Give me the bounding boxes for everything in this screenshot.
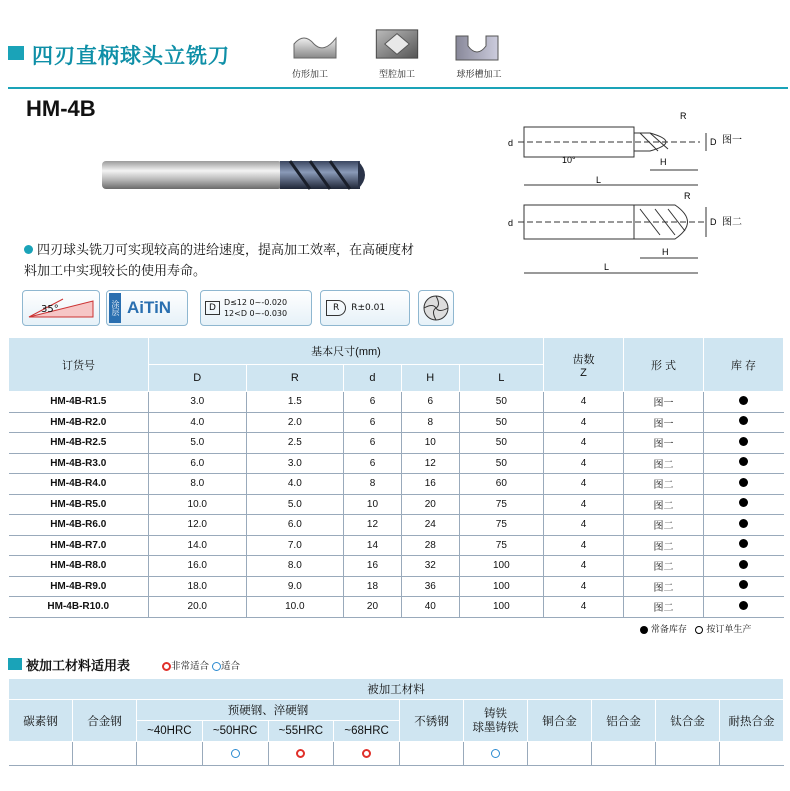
cell-H: 32 xyxy=(401,556,459,577)
in-stock-icon xyxy=(739,457,748,466)
cell-H: 36 xyxy=(401,576,459,597)
rating-cell xyxy=(592,742,656,766)
cell-H: 10 xyxy=(401,433,459,454)
coating-badge xyxy=(106,290,188,326)
profiling-icon xyxy=(290,30,340,62)
rating-cell xyxy=(400,742,464,766)
mat-col-55hrc: ~55HRC xyxy=(268,721,334,742)
cavity-icon xyxy=(372,28,422,60)
materials-header: 被加工材料 xyxy=(9,679,784,700)
operation-profiling xyxy=(290,30,340,66)
cell-code: HM-4B-R2.5 xyxy=(9,433,149,454)
excellent-ring-icon xyxy=(296,749,305,758)
cell-stock xyxy=(704,515,784,536)
spec-table xyxy=(8,337,784,618)
cell-Z: 4 xyxy=(544,453,624,474)
table-row xyxy=(9,412,784,433)
cell-form: 图二 xyxy=(624,556,704,577)
materials-note xyxy=(162,658,240,672)
cell-H: 6 xyxy=(401,392,459,413)
col-teeth-label: 齿数 xyxy=(572,353,595,366)
col-basic-dims: 基本尺寸(mm) xyxy=(149,338,544,365)
materials-table xyxy=(8,678,784,766)
table-row xyxy=(9,515,784,536)
header-divider xyxy=(8,87,788,89)
col-order-code: 订货号 xyxy=(9,338,149,392)
cell-R: 8.0 xyxy=(246,556,344,577)
tolerance-d-line1: D≤12 0~-0.020 xyxy=(223,298,288,307)
table-row xyxy=(9,433,784,454)
cell-form: 图二 xyxy=(624,515,704,536)
good-ring-icon xyxy=(491,749,500,758)
in-stock-icon xyxy=(739,539,748,548)
col-L: L xyxy=(459,365,543,392)
cell-R: 2.5 xyxy=(246,433,344,454)
cell-form: 图二 xyxy=(624,474,704,495)
fig2-L: L xyxy=(604,262,610,272)
cell-code: HM-4B-R7.0 xyxy=(9,535,149,556)
fig1-label: 图一 xyxy=(722,135,742,146)
cell-stock xyxy=(704,433,784,454)
col-d: d xyxy=(344,365,402,392)
mat-col-copper: 铜合金 xyxy=(528,700,592,742)
cell-stock xyxy=(704,597,784,618)
rating-cell xyxy=(9,742,73,766)
stock-bullet-icon xyxy=(640,626,648,634)
cell-R: 10.0 xyxy=(246,597,344,618)
cell-L: 50 xyxy=(459,412,543,433)
rating-cell xyxy=(334,742,400,766)
legend-order: 按订单生产 xyxy=(706,625,752,635)
cell-L: 75 xyxy=(459,535,543,556)
table-row xyxy=(9,556,784,577)
cell-H: 16 xyxy=(401,474,459,495)
col-H: H xyxy=(401,365,459,392)
cell-R: 4.0 xyxy=(246,474,344,495)
flute-end-badge xyxy=(418,290,454,326)
operation-profiling-label: 仿形加工 xyxy=(291,70,328,80)
cell-code: HM-4B-R9.0 xyxy=(9,576,149,597)
table-row xyxy=(9,494,784,515)
cell-D: 10.0 xyxy=(149,494,247,515)
fig2-d: d xyxy=(508,218,514,228)
cell-code: HM-4B-R4.0 xyxy=(9,474,149,495)
cell-L: 75 xyxy=(459,515,543,536)
table-row xyxy=(9,535,784,556)
diameter-tolerance-badge xyxy=(200,290,312,326)
stock-legend xyxy=(640,622,751,635)
description xyxy=(24,240,424,282)
cell-d: 16 xyxy=(344,556,402,577)
tolerance-d-text xyxy=(224,297,287,319)
cell-form: 图二 xyxy=(624,535,704,556)
ball-slot-icon xyxy=(452,30,502,62)
cell-code: HM-4B-R3.0 xyxy=(9,453,149,474)
cell-R: 2.0 xyxy=(246,412,344,433)
col-R: R xyxy=(246,365,344,392)
cell-stock xyxy=(704,576,784,597)
cell-R: 7.0 xyxy=(246,535,344,556)
cell-Z: 4 xyxy=(544,392,624,413)
tolerance-r-text: R±0.01 xyxy=(351,303,386,313)
cell-Z: 4 xyxy=(544,515,624,536)
cell-L: 50 xyxy=(459,453,543,474)
in-stock-icon xyxy=(739,416,748,425)
table-row xyxy=(9,453,784,474)
materials-title: 被加工材料适用表 xyxy=(26,659,131,674)
cell-d: 14 xyxy=(344,535,402,556)
helix-angle-value: 35° xyxy=(41,304,59,315)
cell-L: 75 xyxy=(459,494,543,515)
mat-col-aluminum: 铝合金 xyxy=(592,700,656,742)
cell-stock xyxy=(704,474,784,495)
cell-d: 6 xyxy=(344,453,402,474)
col-teeth xyxy=(544,338,624,392)
excellent-ring-icon xyxy=(162,662,171,671)
technical-drawings xyxy=(500,105,770,275)
cell-stock xyxy=(704,535,784,556)
cell-Z: 4 xyxy=(544,474,624,495)
col-teeth-z: Z xyxy=(580,366,587,379)
cell-D: 12.0 xyxy=(149,515,247,536)
fig2-H: H xyxy=(662,247,669,257)
cell-d: 8 xyxy=(344,474,402,495)
cell-form: 图一 xyxy=(624,412,704,433)
fig2-label: 图二 xyxy=(722,217,742,228)
cell-R: 9.0 xyxy=(246,576,344,597)
operation-ball-slot xyxy=(452,30,502,66)
cell-H: 24 xyxy=(401,515,459,536)
cell-D: 5.0 xyxy=(149,433,247,454)
cell-D: 4.0 xyxy=(149,412,247,433)
cell-form: 图二 xyxy=(624,576,704,597)
cell-H: 40 xyxy=(401,597,459,618)
four-flute-end-icon xyxy=(421,293,451,323)
cell-code: HM-4B-R5.0 xyxy=(9,494,149,515)
page-title: 四刃直柄球头立铣刀 xyxy=(32,44,230,68)
in-stock-icon xyxy=(739,478,748,487)
cell-Z: 4 xyxy=(544,535,624,556)
cell-form: 图二 xyxy=(624,453,704,474)
in-stock-icon xyxy=(739,498,748,507)
cell-L: 60 xyxy=(459,474,543,495)
in-stock-icon xyxy=(739,437,748,446)
rating-cell xyxy=(656,742,720,766)
mat-col-heat-resistant: 耐热合金 xyxy=(720,700,784,742)
rating-cell xyxy=(720,742,784,766)
cell-D: 20.0 xyxy=(149,597,247,618)
cell-D: 16.0 xyxy=(149,556,247,577)
rating-cell xyxy=(73,742,137,766)
cell-D: 3.0 xyxy=(149,392,247,413)
description-text: 四刃球头铣刀可实现较高的进给速度，提高加工效率，在高硬度材料加工中实现较长的使用寿命。 xyxy=(24,243,415,279)
cell-L: 100 xyxy=(459,576,543,597)
fig2-D: D xyxy=(710,217,717,227)
helix-angle-icon xyxy=(23,291,99,325)
cell-d: 6 xyxy=(344,433,402,454)
cell-R: 6.0 xyxy=(246,515,344,536)
rating-cell xyxy=(464,742,528,766)
rating-cell xyxy=(268,742,334,766)
fig2-R: R xyxy=(684,191,691,201)
cell-R: 5.0 xyxy=(246,494,344,515)
cell-d: 6 xyxy=(344,412,402,433)
cell-D: 18.0 xyxy=(149,576,247,597)
mat-col-cast-iron: 铸铁 球墨铸铁 xyxy=(464,700,528,742)
cell-code: HM-4B-R8.0 xyxy=(9,556,149,577)
fig1-angle: 10° xyxy=(562,155,576,165)
cell-D: 14.0 xyxy=(149,535,247,556)
table-row xyxy=(9,576,784,597)
table-row xyxy=(9,474,784,495)
fig1-H: H xyxy=(660,157,667,167)
tool-photo xyxy=(100,155,370,195)
mat-col-50hrc: ~50HRC xyxy=(202,721,268,742)
cell-d: 12 xyxy=(344,515,402,536)
cell-stock xyxy=(704,392,784,413)
cell-form: 图二 xyxy=(624,494,704,515)
fig1-D: D xyxy=(710,137,717,147)
cell-stock xyxy=(704,453,784,474)
mat-col-carbon: 碳素钢 xyxy=(9,700,73,742)
cell-R: 3.0 xyxy=(246,453,344,474)
col-stock: 库 存 xyxy=(704,338,784,392)
mat-col-hardened: 预硬钢、淬硬钢 xyxy=(137,700,400,721)
excellent-ring-icon xyxy=(362,749,371,758)
cell-D: 8.0 xyxy=(149,474,247,495)
cell-Z: 4 xyxy=(544,412,624,433)
cell-form: 图二 xyxy=(624,597,704,618)
cell-H: 12 xyxy=(401,453,459,474)
cell-d: 20 xyxy=(344,597,402,618)
mat-col-stainless: 不锈钢 xyxy=(400,700,464,742)
cell-stock xyxy=(704,412,784,433)
cell-H: 8 xyxy=(401,412,459,433)
tolerance-d-line2: 12<D 0~-0.030 xyxy=(223,309,288,318)
table-row xyxy=(9,597,784,618)
cell-H: 20 xyxy=(401,494,459,515)
cell-code: HM-4B-R2.0 xyxy=(9,412,149,433)
bullet-icon xyxy=(24,245,33,254)
fig1-d: d xyxy=(508,138,514,148)
col-form: 形 式 xyxy=(624,338,704,392)
mat-col-68hrc: ~68HRC xyxy=(334,721,400,742)
cell-stock xyxy=(704,556,784,577)
rating-cell xyxy=(528,742,592,766)
cell-d: 18 xyxy=(344,576,402,597)
tolerance-d-icon: D xyxy=(205,301,220,315)
good-ring-icon xyxy=(212,662,221,671)
note-excellent: 非常适合 xyxy=(171,661,210,672)
cell-Z: 4 xyxy=(544,597,624,618)
in-stock-icon xyxy=(739,580,748,589)
cell-D: 6.0 xyxy=(149,453,247,474)
coating-tag: 涂层 xyxy=(109,293,121,323)
cell-Z: 4 xyxy=(544,494,624,515)
cell-L: 50 xyxy=(459,433,543,454)
cell-Z: 4 xyxy=(544,556,624,577)
in-stock-icon xyxy=(739,396,748,405)
col-D: D xyxy=(149,365,247,392)
cell-L: 100 xyxy=(459,597,543,618)
operation-cavity-label: 型腔加工 xyxy=(378,70,415,80)
rating-cell xyxy=(202,742,268,766)
fig1-R: R xyxy=(680,111,687,121)
coating-name: AiTiN xyxy=(127,298,172,317)
cell-H: 28 xyxy=(401,535,459,556)
tolerance-r-icon: R xyxy=(326,300,346,316)
materials-rating-row xyxy=(9,742,784,766)
in-stock-icon xyxy=(739,560,748,569)
model-name: HM-4B xyxy=(26,96,96,121)
cell-form: 图一 xyxy=(624,392,704,413)
cell-L: 50 xyxy=(459,392,543,413)
fig1-L: L xyxy=(596,175,602,185)
cell-d: 6 xyxy=(344,392,402,413)
mat-col-40hrc: ~40HRC xyxy=(137,721,203,742)
in-stock-icon xyxy=(739,519,748,528)
mat-col-alloy: 合金钢 xyxy=(73,700,137,742)
cell-R: 1.5 xyxy=(246,392,344,413)
cell-code: HM-4B-R6.0 xyxy=(9,515,149,536)
table-row xyxy=(9,392,784,413)
cell-code: HM-4B-R10.0 xyxy=(9,597,149,618)
note-good: 适合 xyxy=(221,661,241,672)
title-marker xyxy=(8,46,24,60)
cell-code: HM-4B-R1.5 xyxy=(9,392,149,413)
legend-stock: 常备库存 xyxy=(650,625,687,635)
cell-Z: 4 xyxy=(544,433,624,454)
order-ring-icon xyxy=(695,626,703,634)
in-stock-icon xyxy=(739,601,748,610)
cell-L: 100 xyxy=(459,556,543,577)
cell-stock xyxy=(704,494,784,515)
mat-col-titanium: 钛合金 xyxy=(656,700,720,742)
good-ring-icon xyxy=(231,749,240,758)
operation-cavity xyxy=(372,28,422,64)
materials-marker xyxy=(8,658,22,670)
radius-tolerance-badge xyxy=(320,290,410,326)
rating-cell xyxy=(137,742,203,766)
operation-ball-slot-label: 球形槽加工 xyxy=(456,70,502,80)
helix-angle-badge xyxy=(22,290,100,326)
cell-Z: 4 xyxy=(544,576,624,597)
cell-form: 图一 xyxy=(624,433,704,454)
cell-d: 10 xyxy=(344,494,402,515)
